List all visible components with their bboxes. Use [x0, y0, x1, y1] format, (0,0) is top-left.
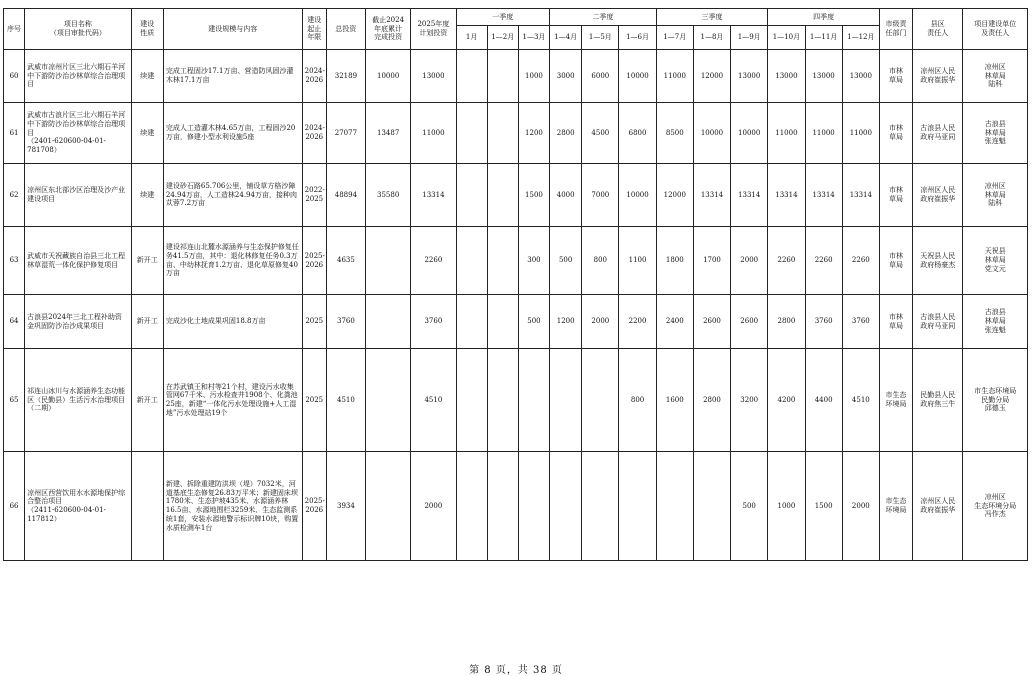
- cell-month-value: [487, 50, 518, 103]
- cell-county-person: 凉州区人民 政府崔振华: [913, 50, 963, 103]
- cell-nature: 新开工: [131, 227, 163, 295]
- cell-plan-2025: 11000: [411, 103, 456, 164]
- cell-month-value: 2800: [550, 103, 582, 164]
- header-quarter-2: 二季度: [550, 9, 657, 26]
- cell-month-value: 1200: [550, 295, 582, 349]
- cell-month-value: 1800: [656, 227, 693, 295]
- cell-month-value: 1500: [518, 164, 549, 227]
- cell-completed-2024: [366, 452, 411, 561]
- cell-month-value: [487, 452, 518, 561]
- cell-completed-2024: 35580: [366, 164, 411, 227]
- cell-month-value: 10000: [619, 164, 656, 227]
- cell-month-value: 11000: [768, 103, 805, 164]
- cell-completed-2024: [366, 349, 411, 452]
- cell-county-person: 民勤县人民 政府焦三牛: [913, 349, 963, 452]
- cell-city-dept: 市林 草局: [879, 103, 912, 164]
- cell-nature: 新开工: [131, 349, 163, 452]
- cell-plan-2025: 13314: [411, 164, 456, 227]
- header-month: 1—8月: [693, 26, 730, 50]
- cell-plan-2025: 13000: [411, 50, 456, 103]
- table-row: [4, 164, 1028, 227]
- cell-month-value: [456, 452, 487, 561]
- cell-month-value: 2400: [656, 295, 693, 349]
- cell-city-dept: 市林 草局: [879, 164, 912, 227]
- cell-month-value: [582, 349, 619, 452]
- cell-month-value: [582, 452, 619, 561]
- cell-seq: 64: [4, 295, 25, 349]
- cell-month-value: 13314: [731, 164, 768, 227]
- cell-month-value: 11000: [805, 103, 842, 164]
- cell-project-name: 祁连山冰川与水源涵养生态功能区（民勤县）生活污水治理项目（二期）: [25, 349, 132, 452]
- cell-month-value: [693, 452, 730, 561]
- cell-month-value: 800: [582, 227, 619, 295]
- cell-years: 2025- 2026: [302, 227, 326, 295]
- cell-month-value: [456, 295, 487, 349]
- cell-month-value: 10000: [693, 103, 730, 164]
- cell-scale: 完成工程固沙17.1万亩、营造防风固沙灌木林17.1万亩: [163, 50, 302, 103]
- cell-month-value: 13314: [842, 164, 879, 227]
- header-month: 1—4月: [550, 26, 582, 50]
- cell-month-value: 2800: [693, 349, 730, 452]
- cell-month-value: 8500: [656, 103, 693, 164]
- cell-month-value: 1700: [693, 227, 730, 295]
- cell-month-value: 11000: [656, 50, 693, 103]
- cell-city-dept: 市生态 环境局: [879, 452, 912, 561]
- header-scale: 建设规模与内容: [163, 9, 302, 50]
- header-city-dept: 市级责 任部门: [879, 9, 912, 50]
- header-county-person: 县区 责任人: [913, 9, 963, 50]
- cell-month-value: 2000: [582, 295, 619, 349]
- cell-city-dept: 市林 草局: [879, 227, 912, 295]
- cell-years: 2024- 2026: [302, 50, 326, 103]
- cell-month-value: 2260: [805, 227, 842, 295]
- cell-unit-person: 凉州区 生态环境分局 冯作杰: [963, 452, 1028, 561]
- investment-plan-table: [3, 8, 1028, 561]
- header-unit-person: 项目建设单位 及责任人: [963, 9, 1028, 50]
- cell-project-name: 凉州区东北部沙区治理及沙产业建设项目: [25, 164, 132, 227]
- cell-month-value: 1200: [518, 103, 549, 164]
- cell-month-value: 2260: [768, 227, 805, 295]
- cell-month-value: 2000: [731, 227, 768, 295]
- cell-month-value: [456, 349, 487, 452]
- cell-month-value: 4400: [805, 349, 842, 452]
- cell-month-value: 2600: [731, 295, 768, 349]
- cell-month-value: 11000: [842, 103, 879, 164]
- cell-nature: 续建: [131, 103, 163, 164]
- table-header: [4, 9, 1028, 50]
- cell-month-value: [550, 349, 582, 452]
- cell-county-person: 古浪县人民 政府马亚同: [913, 103, 963, 164]
- cell-unit-person: 天祝县 林草局 党文元: [963, 227, 1028, 295]
- cell-month-value: 500: [518, 295, 549, 349]
- cell-month-value: [487, 164, 518, 227]
- header-month: 1—6月: [619, 26, 656, 50]
- cell-month-value: 2000: [842, 452, 879, 561]
- cell-month-value: [487, 295, 518, 349]
- cell-month-value: 500: [731, 452, 768, 561]
- cell-years: 2025- 2026: [302, 452, 326, 561]
- cell-month-value: 4510: [842, 349, 879, 452]
- header-seq: 序号: [4, 9, 25, 50]
- cell-nature: 续建: [131, 164, 163, 227]
- cell-years: 2024- 2026: [302, 103, 326, 164]
- header-quarter-4: 四季度: [768, 9, 880, 26]
- header-month: 1—2月: [487, 26, 518, 50]
- cell-month-value: [518, 349, 549, 452]
- cell-unit-person: 凉州区 林草局 陆科: [963, 50, 1028, 103]
- header-quarter-3: 三季度: [656, 9, 768, 26]
- cell-month-value: 1100: [619, 227, 656, 295]
- cell-month-value: [456, 164, 487, 227]
- cell-city-dept: 市林 草局: [879, 295, 912, 349]
- cell-nature: 续建: [131, 50, 163, 103]
- header-month: 1—12月: [842, 26, 879, 50]
- header-month: 1—9月: [731, 26, 768, 50]
- cell-month-value: [456, 50, 487, 103]
- cell-total-investment: 3760: [326, 295, 365, 349]
- cell-total-investment: 3934: [326, 452, 365, 561]
- cell-scale: 建设祁连山北麓水源涵养与生态保护修复任务41.5万亩，其中：退化林修复任务0.3万亩、中幼林抚育1.2万亩、退化草原修复40万亩: [163, 227, 302, 295]
- cell-plan-2025: 4510: [411, 349, 456, 452]
- header-month: 1—7月: [656, 26, 693, 50]
- cell-county-person: 古浪县人民 政府马亚同: [913, 295, 963, 349]
- cell-city-dept: 市林 草局: [879, 50, 912, 103]
- header-project-name: 项目名称 （项目审批代码）: [25, 9, 132, 50]
- header-month: 1—5月: [582, 26, 619, 50]
- cell-month-value: 4500: [582, 103, 619, 164]
- cell-month-value: 13000: [768, 50, 805, 103]
- cell-seq: 66: [4, 452, 25, 561]
- cell-month-value: 3200: [731, 349, 768, 452]
- cell-month-value: 500: [550, 227, 582, 295]
- cell-month-value: 12000: [656, 164, 693, 227]
- cell-completed-2024: 10000: [366, 50, 411, 103]
- cell-month-value: 2200: [619, 295, 656, 349]
- header-total-investment: 总投资: [326, 9, 365, 50]
- cell-month-value: 1000: [768, 452, 805, 561]
- cell-total-investment: 48894: [326, 164, 365, 227]
- cell-month-value: 4200: [768, 349, 805, 452]
- cell-month-value: 6000: [582, 50, 619, 103]
- header-quarter-1: 一季度: [456, 9, 550, 26]
- cell-month-value: 13314: [693, 164, 730, 227]
- cell-month-value: 13000: [805, 50, 842, 103]
- cell-month-value: [487, 227, 518, 295]
- cell-scale: 完成沙化土地成果巩固18.8万亩: [163, 295, 302, 349]
- table-row: [4, 452, 1028, 561]
- cell-month-value: 6800: [619, 103, 656, 164]
- cell-month-value: 300: [518, 227, 549, 295]
- cell-years: 2025: [302, 295, 326, 349]
- cell-project-name: 古浪县2024年三北工程补助资金巩固防沙治沙成果项目: [25, 295, 132, 349]
- header-month: 1月: [456, 26, 487, 50]
- cell-project-name: 凉州区西营饮用水水源地保护综合整治项目 （2411-620600-04-01-117812）: [25, 452, 132, 561]
- cell-month-value: [456, 103, 487, 164]
- cell-city-dept: 市生态 环境局: [879, 349, 912, 452]
- header-month: 1—11月: [805, 26, 842, 50]
- table-row: [4, 227, 1028, 295]
- cell-month-value: 2600: [693, 295, 730, 349]
- cell-month-value: [456, 227, 487, 295]
- header-nature: 建设 性质: [131, 9, 163, 50]
- cell-scale: 建设砂石路65.706公里，铺设草方格沙障24.94万亩，人工造林24.94万亩，接种肉苁蓉7.2万亩: [163, 164, 302, 227]
- header-years: 建设 起止 年限: [302, 9, 326, 50]
- cell-unit-person: 凉州区 林草局 陆科: [963, 164, 1028, 227]
- cell-county-person: 凉州区人民 政府崔振华: [913, 164, 963, 227]
- cell-county-person: 天祝县人民 政府杨豪杰: [913, 227, 963, 295]
- cell-month-value: 13314: [768, 164, 805, 227]
- cell-month-value: 4000: [550, 164, 582, 227]
- cell-month-value: 10000: [731, 103, 768, 164]
- cell-years: 2022- 2025: [302, 164, 326, 227]
- cell-month-value: 3760: [842, 295, 879, 349]
- cell-month-value: [656, 452, 693, 561]
- cell-scale: 新建、拆除重建防洪坝（堤）7032米，河道基底生态修复26.83万平米；新建固床坝1780米、生态护坡435米、水源涵养林16.5亩、水源地围栏3259米、生态监测系统1套，安装水源地警示标识牌10块，购置水质检测车1台: [163, 452, 302, 561]
- cell-month-value: 1600: [656, 349, 693, 452]
- cell-month-value: 2260: [842, 227, 879, 295]
- cell-total-investment: 27077: [326, 103, 365, 164]
- cell-month-value: 7000: [582, 164, 619, 227]
- cell-project-name: 武威市凉州片区三北六期石羊河中下游防沙治沙林草综合治理项目: [25, 50, 132, 103]
- header-month: 1—10月: [768, 26, 805, 50]
- cell-total-investment: 4635: [326, 227, 365, 295]
- cell-completed-2024: [366, 295, 411, 349]
- cell-month-value: 13000: [731, 50, 768, 103]
- cell-month-value: 3760: [805, 295, 842, 349]
- table-row: [4, 295, 1028, 349]
- cell-unit-person: 古浪县 林草局 张连魁: [963, 295, 1028, 349]
- cell-unit-person: 古浪县 林草局 张连魁: [963, 103, 1028, 164]
- cell-total-investment: 32189: [326, 50, 365, 103]
- cell-project-name: 武威市天祝藏族自治县三北工程林草湿荒一体化保护修复项目: [25, 227, 132, 295]
- table-row: [4, 50, 1028, 103]
- cell-years: 2025: [302, 349, 326, 452]
- table-body: [4, 50, 1028, 561]
- cell-plan-2025: 2260: [411, 227, 456, 295]
- cell-scale: 在苏武镇王和村等21个村，建设污水收集管网67千米、污水检查井1908个、化粪池25座，新建“一体化污水处理设施+人工湿地”污水处理站19个: [163, 349, 302, 452]
- cell-month-value: [518, 452, 549, 561]
- cell-month-value: [619, 452, 656, 561]
- cell-completed-2024: [366, 227, 411, 295]
- cell-month-value: 10000: [619, 50, 656, 103]
- cell-month-value: 800: [619, 349, 656, 452]
- cell-unit-person: 市生态环境局 民勤分局 邱德玉: [963, 349, 1028, 452]
- table-row: [4, 103, 1028, 164]
- cell-month-value: 2800: [768, 295, 805, 349]
- cell-month-value: 3000: [550, 50, 582, 103]
- cell-month-value: 1000: [518, 50, 549, 103]
- cell-month-value: [550, 452, 582, 561]
- cell-seq: 62: [4, 164, 25, 227]
- header-plan-2025: 2025年度 计划投资: [411, 9, 456, 50]
- cell-month-value: [487, 349, 518, 452]
- cell-month-value: 13314: [805, 164, 842, 227]
- cell-completed-2024: 13487: [366, 103, 411, 164]
- cell-month-value: 12000: [693, 50, 730, 103]
- cell-county-person: 凉州区人民 政府崔振华: [913, 452, 963, 561]
- cell-month-value: 1500: [805, 452, 842, 561]
- cell-plan-2025: 2000: [411, 452, 456, 561]
- cell-plan-2025: 3760: [411, 295, 456, 349]
- page-footer: 第 8 页，共 38 页: [469, 665, 563, 676]
- cell-nature: [131, 452, 163, 561]
- cell-seq: 61: [4, 103, 25, 164]
- cell-month-value: 13000: [842, 50, 879, 103]
- header-month: 1—3月: [518, 26, 549, 50]
- cell-seq: 65: [4, 349, 25, 452]
- table-row: [4, 349, 1028, 452]
- header-completed-2024: 截止2024 年底累计 完成投资: [366, 9, 411, 50]
- cell-seq: 60: [4, 50, 25, 103]
- cell-total-investment: 4510: [326, 349, 365, 452]
- cell-nature: 新开工: [131, 295, 163, 349]
- cell-project-name: 武威市古浪片区三北六期石羊河中下游防沙治沙林草综合治理项目 （2401-620600-04-01-781708）: [25, 103, 132, 164]
- cell-seq: 63: [4, 227, 25, 295]
- cell-scale: 完成人工造灌木林4.65万亩，工程固沙20万亩，修建小型水利设施5座: [163, 103, 302, 164]
- cell-month-value: [487, 103, 518, 164]
